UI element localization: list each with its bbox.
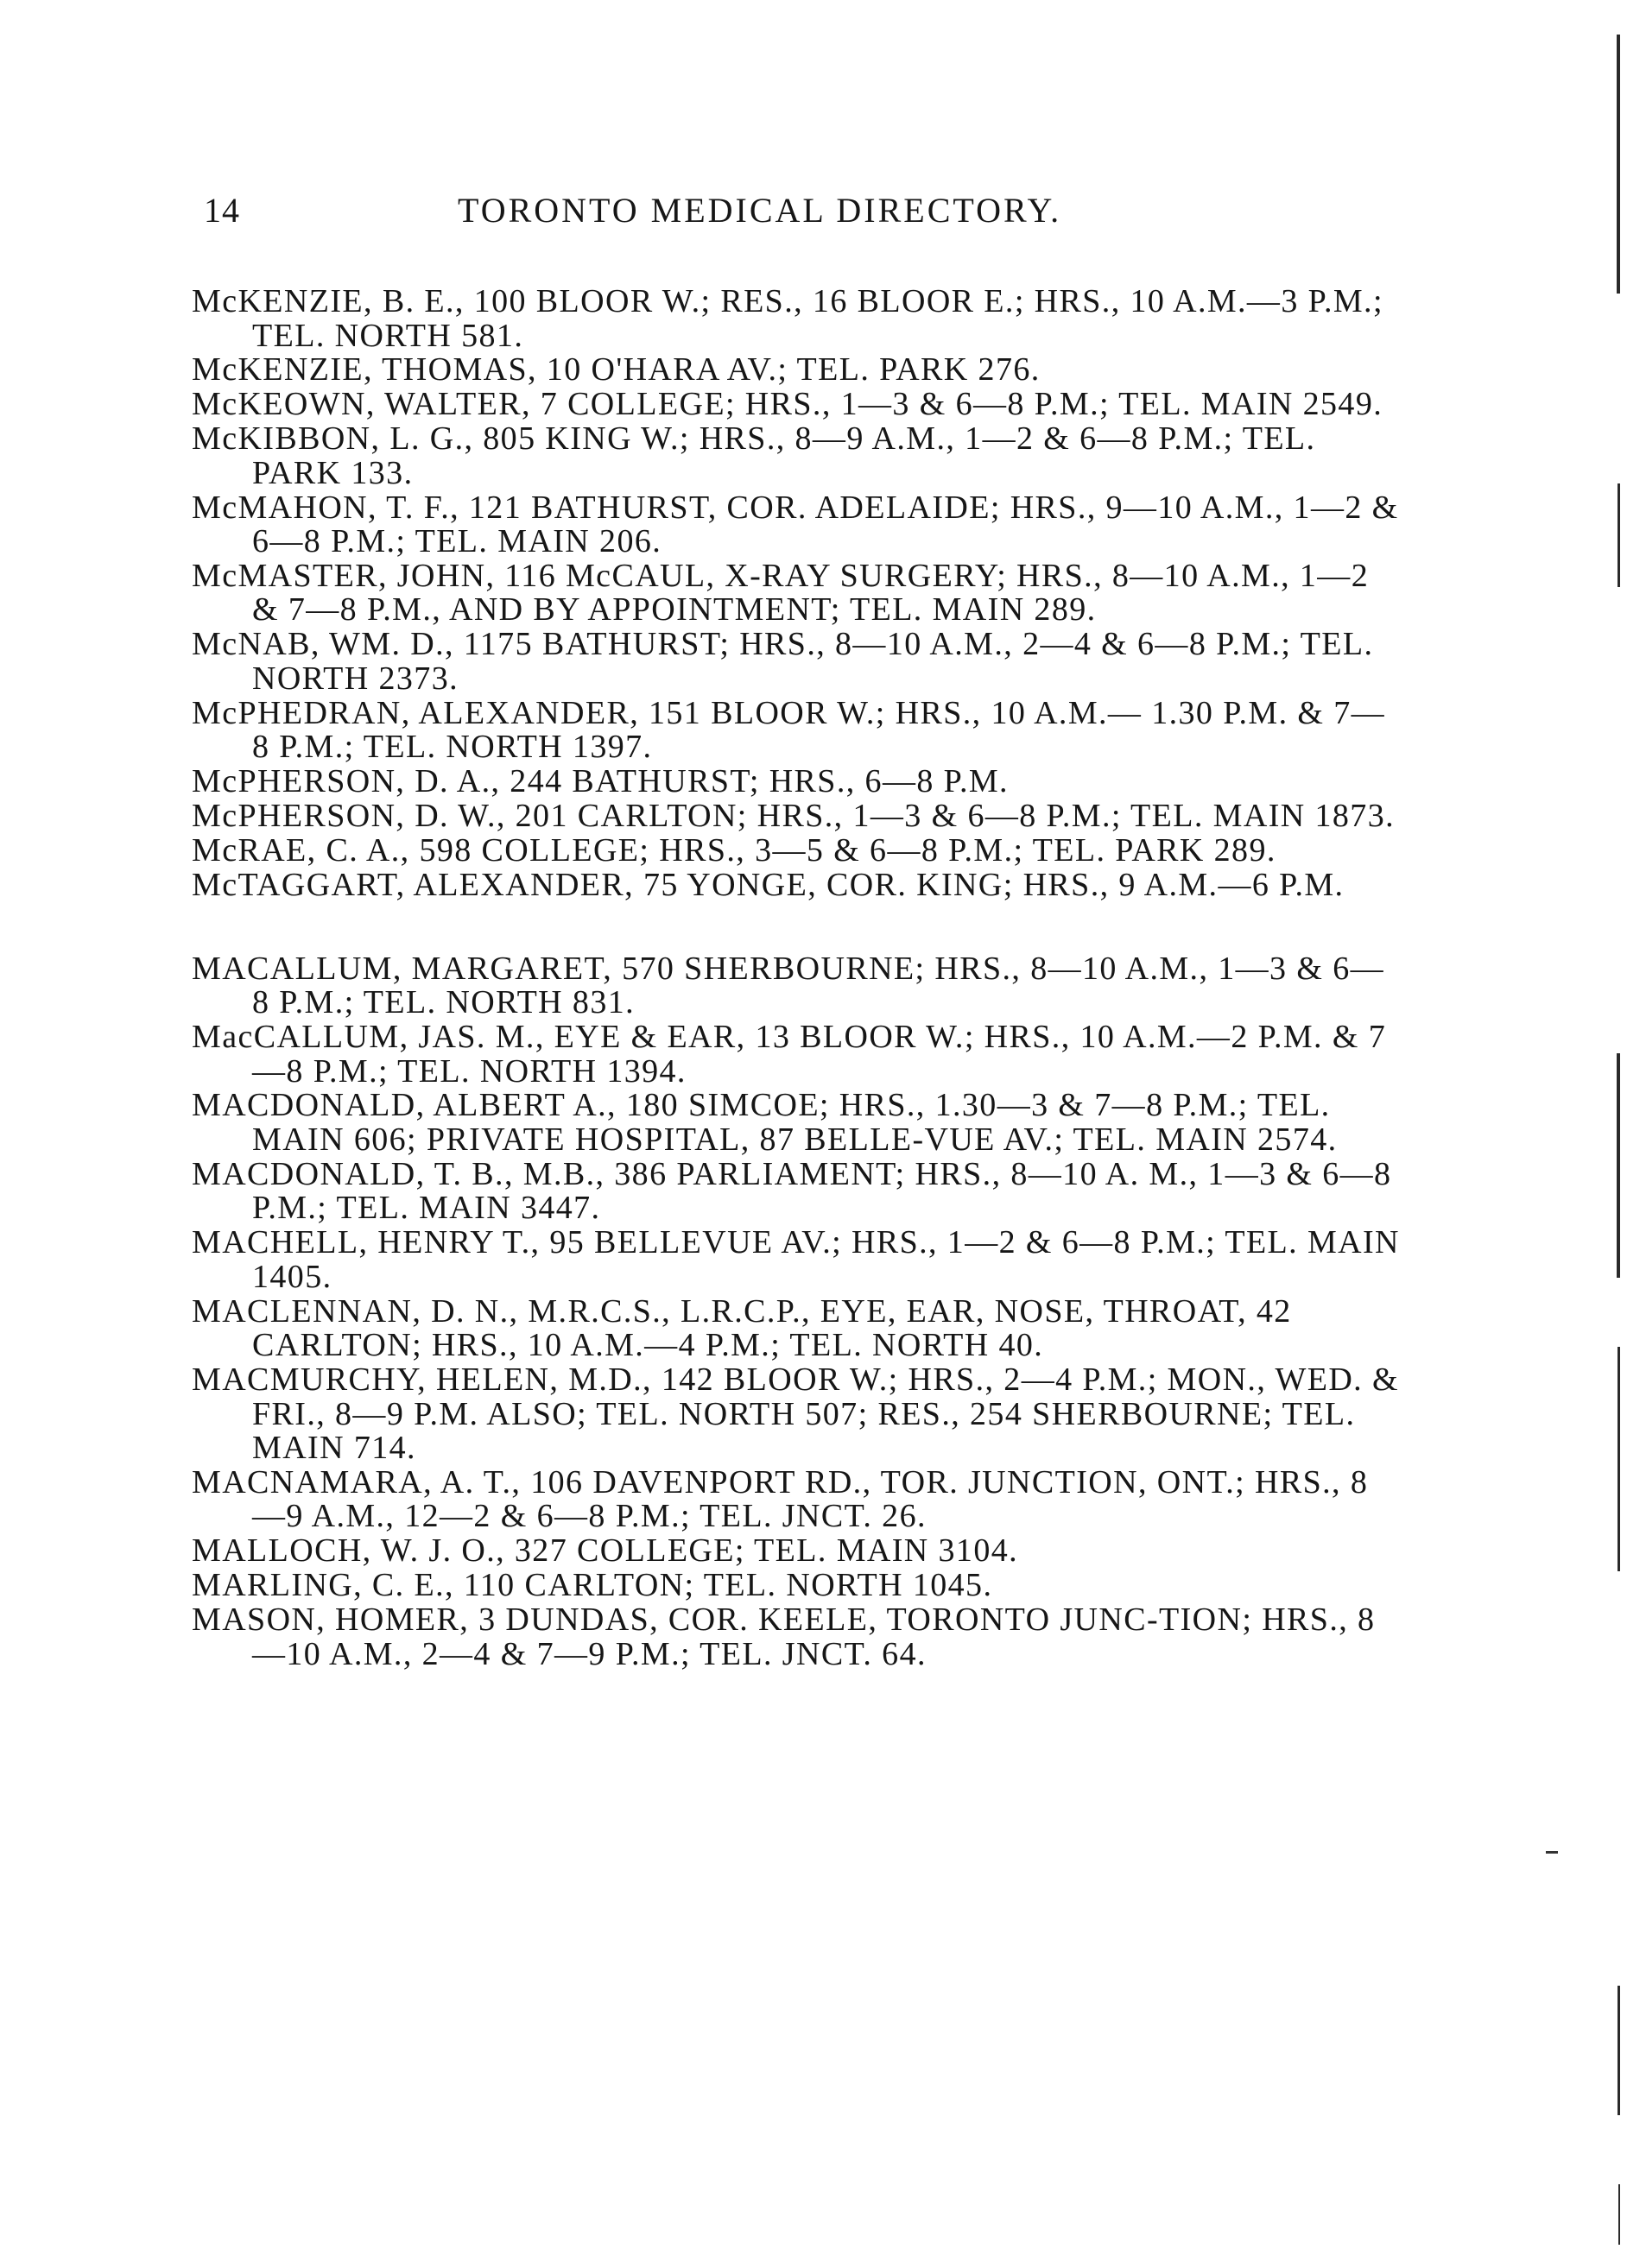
directory-entry: MACDONALD, T. B., M.B., 386 PARLIAMENT; HRS., 8—10 A. M., 1—3 & 6—8 P.M.; TEL. MAIN 3447. [192, 1155, 1392, 1227]
directory-entry: McKEOWN, WALTER, 7 COLLEGE; HRS., 1—3 & 6—8 P.M.; TEL. MAIN 2549. [192, 386, 1383, 423]
scan-margin-line [1618, 483, 1620, 587]
directory-entry: McMAHON, T. F., 121 BATHURST, COR. ADELAIDE; HRS., 9—10 A.M., 1—2 & 6—8 P.M.; TEL. MAIN 206. [192, 489, 1399, 560]
scan-margin-line [1618, 2184, 1620, 2245]
directory-entry: MASON, HOMER, 3 DUNDAS, COR. KEELE, TORONTO JUNC-TION; HRS., 8—10 A.M., 2—4 & 7—9 P.M.; TEL. JNCT. 64. [192, 1601, 1376, 1672]
page-number: 14 [204, 191, 240, 230]
scan-mark [1546, 1851, 1558, 1854]
entry-group-mac [192, 952, 1401, 1671]
running-title: TORONTO MEDICAL DIRECTORY. [458, 191, 1062, 230]
directory-entry: MACALLUM, MARGARET, 570 SHERBOURNE; HRS., 8—10 A.M., 1—3 & 6—8 P.M.; TEL. NORTH 831. [192, 950, 1385, 1021]
group-separator [192, 903, 1401, 952]
directory-entry: McTAGGART, ALEXANDER, 75 YONGE, COR. KING; HRS., 9 A.M.—6 P.M. [192, 866, 1345, 903]
directory-entry: MACNAMARA, A. T., 106 DAVENPORT RD., TOR. JUNCTION, ONT.; HRS., 8—9 A.M., 12—2 & 6—8 P.M.; TEL. JNCT. 26. [192, 1463, 1369, 1535]
page-header [199, 190, 1408, 242]
directory-entry: McKENZIE, B. E., 100 BLOOR W.; RES., 16 BLOOR E.; HRS., 10 A.M.—3 P.M.; TEL. NORTH 581. [192, 283, 1383, 354]
directory-entry: McPHEDRAN, ALEXANDER, 151 BLOOR W.; HRS., 10 A.M.— 1.30 P.M. & 7—8 P.M.; TEL. NORTH 1397. [192, 694, 1386, 766]
directory-entry: McKIBBON, L. G., 805 KING W.; HRS., 8—9 A.M., 1—2 & 6—8 P.M.; TEL. PARK 133. [192, 420, 1316, 491]
directory-entry: MACLENNAN, D. N., M.R.C.S., L.R.C.P., EYE, EAR, NOSE, THROAT, 42 CARLTON; HRS., 10 A.M.—4 P.M.; TEL. NORTH 40. [192, 1292, 1292, 1364]
scan-margin-line [1618, 1347, 1620, 1571]
scan-margin-line [1618, 1986, 1620, 2115]
scan-margin-line [1617, 35, 1620, 294]
directory-entries [192, 285, 1401, 1671]
directory-entry: MACMURCHY, HELEN, M.D., 142 BLOOR W.; HRS., 2—4 P.M.; MON., WED. & FRI., 8—9 P.M. ALSO; TEL. NORTH 507; RES., 254 SHERBOURNE; TEL. MAIN 714. [192, 1361, 1399, 1467]
directory-entry: McKENZIE, THOMAS, 10 O'HARA AV.; TEL. PARK 276. [192, 351, 1041, 389]
directory-entry: McMASTER, JOHN, 116 McCAUL, X-RAY SURGERY; HRS., 8—10 A.M., 1—2 & 7—8 P.M., AND BY APPOINTMENT; TEL. MAIN 289. [192, 557, 1370, 629]
directory-entry: McNAB, WM. D., 1175 BATHURST; HRS., 8—10 A.M., 2—4 & 6—8 P.M.; TEL. NORTH 2373. [192, 626, 1374, 697]
directory-entry: MACHELL, HENRY T., 95 BELLEVUE AV.; HRS., 1—2 & 6—8 P.M.; TEL. MAIN 1405. [192, 1224, 1400, 1295]
directory-entry: MARLING, C. E., 110 CARLTON; TEL. NORTH 1045. [192, 1567, 993, 1604]
entry-group-mc [192, 285, 1401, 902]
directory-entry: MALLOCH, W. J. O., 327 COLLEGE; TEL. MAIN 3104. [192, 1532, 1019, 1570]
directory-entry: McPHERSON, D. A., 244 BATHURST; HRS., 6—8 P.M. [192, 763, 1009, 800]
directory-entry: McPHERSON, D. W., 201 CARLTON; HRS., 1—3 & 6—8 P.M.; TEL. MAIN 1873. [192, 798, 1395, 835]
directory-entry: MACDONALD, ALBERT A., 180 SIMCOE; HRS., 1.30—3 & 7—8 P.M.; TEL. MAIN 606; PRIVATE HOSPITAL, 87 BELLE-VUE AV.; TEL. MAIN 2574. [192, 1087, 1338, 1158]
directory-entry: MacCALLUM, JAS. M., EYE & EAR, 13 BLOOR W.; HRS., 10 A.M.—2 P.M. & 7—8 P.M.; TEL. NORTH 1394. [192, 1019, 1387, 1090]
directory-entry: McRAE, C. A., 598 COLLEGE; HRS., 3—5 & 6—8 P.M.; TEL. PARK 289. [192, 831, 1276, 869]
scan-margin-line [1617, 1053, 1620, 1278]
